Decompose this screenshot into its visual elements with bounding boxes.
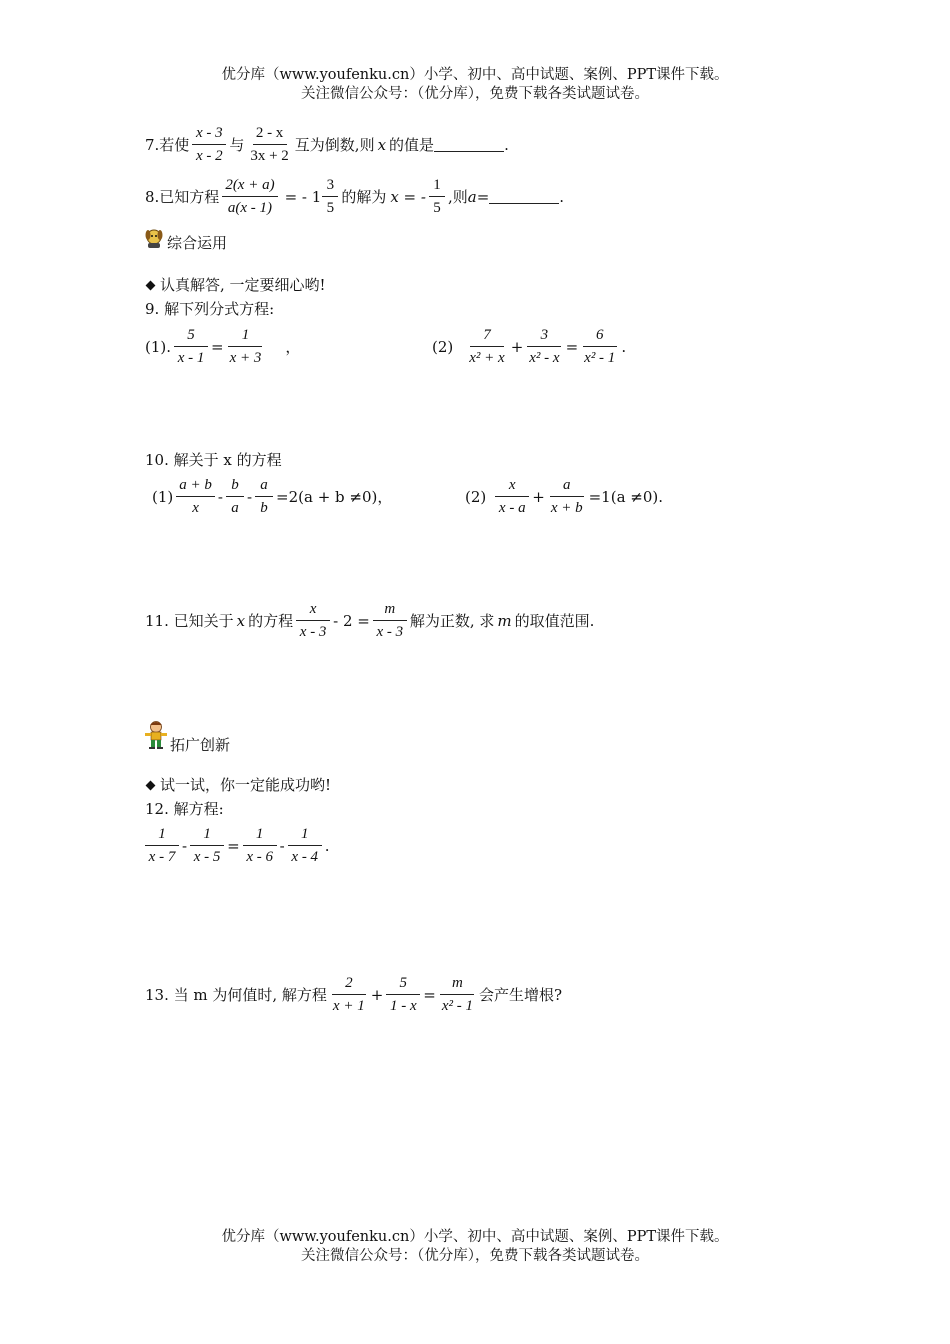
q12-a-numerator: 1 (145, 825, 179, 846)
q8-fraction (222, 176, 277, 217)
q10-p2-b-denominator: x + b (550, 500, 583, 516)
q8-solution-fraction (429, 176, 445, 217)
q10-p2-rhs: =1(a ≠0). (588, 487, 664, 506)
question-13 (145, 974, 562, 1015)
q12-fraction-a (145, 825, 179, 866)
q8-answer-blank[interactable] (489, 189, 559, 204)
q13-prefix: 13. 当 m 为何值时, 解方程 (145, 986, 327, 1004)
q8-mixed-fraction (322, 176, 338, 217)
q13-b-numerator: 5 (386, 974, 420, 995)
q9-p1-a-numerator: 5 (174, 326, 208, 347)
q12-c-numerator: 1 (243, 825, 277, 846)
question-10-part-2 (465, 476, 663, 517)
footer-line-1: 优分库（www.youfenku.cn）小学、初中、高中试题、案例、PPT课件下载。 (221, 1229, 729, 1245)
question-9-part-1 (145, 326, 300, 367)
q8-mixed-denominator: 5 (326, 200, 335, 216)
section-title-extension: 拓广创新 (170, 736, 231, 754)
page-header (0, 66, 950, 104)
q13-c-denominator: x² - 1 (441, 998, 474, 1014)
q9-p2-equals: = (565, 337, 579, 356)
q10-p2-fraction-b (548, 476, 586, 517)
footer-line-2: 关注微信公众号：（优分库），免费下载各类试题试卷。 (301, 1248, 649, 1264)
q10-p1-a-denominator: x (192, 500, 199, 516)
header-line-2: 关注微信公众号：（优分库），免费下载各类试题试卷。 (301, 86, 649, 102)
q13-fraction-a (330, 974, 368, 1015)
q10-p1-rhs: =2(a + b ≠0)， (276, 488, 393, 506)
q8-frac-numerator: 2(x + a) (222, 176, 277, 197)
q9-p1-equals: = (211, 337, 224, 356)
q8-end: . (559, 187, 565, 206)
q12-d-denominator: x - 4 (291, 849, 319, 865)
q13-suffix: 会产生增根? (479, 986, 563, 1004)
q7-answer-blank[interactable] (434, 137, 504, 152)
q10-p1-b-numerator: b (226, 476, 244, 497)
q11-suffix: 解为正数, 求 (409, 612, 495, 630)
q11-variable-m: m (497, 611, 512, 630)
q12-equals: = (227, 836, 240, 855)
q8-mixed-numerator: 3 (322, 176, 338, 197)
q10-p2-a-denominator: x - a (498, 500, 526, 516)
section-1-tip-text: 认真解答, 一定要细心哟! (160, 276, 326, 294)
q12-fraction-c (243, 825, 277, 866)
q7-variable: x (377, 135, 387, 154)
q7-prefix: 7.若使 (145, 136, 190, 154)
q10-p1-c-denominator: b (260, 500, 268, 516)
q9-p2-fraction-c (581, 326, 618, 367)
q9-p1-end: ， (285, 338, 301, 356)
q7-end: . (504, 135, 509, 154)
q11-fraction-a (296, 600, 330, 641)
q12-b-denominator: x - 5 (193, 849, 221, 865)
q10-p1-b-denominator: a (231, 500, 239, 516)
q11-prefix: 11. 已知关于 (145, 612, 234, 630)
q9-p1-b-numerator: 1 (228, 326, 262, 347)
q12-d-numerator: 1 (288, 825, 322, 846)
q10-p1-a-numerator: a + b (176, 476, 215, 497)
q9-p2-fraction-b (526, 326, 562, 367)
question-11 (145, 600, 594, 641)
question-9-part-2 (432, 326, 626, 367)
question-9-title: 9. 解下列分式方程: (145, 300, 275, 318)
q9-p2-plus: + (510, 337, 524, 356)
q11-a-numerator: x (296, 600, 330, 621)
q11-a-denominator: x - 3 (299, 624, 327, 640)
q10-p2-b-numerator: a (550, 476, 584, 497)
cartoon-dog-icon (143, 228, 165, 250)
q8-x-equals: x = - (390, 187, 426, 206)
q9-p2-b-denominator: x² - x (529, 350, 560, 366)
q10-p1-minus-2: - (246, 487, 253, 506)
q11-mid: 的方程 (248, 612, 294, 630)
q9-p2-a-denominator: x² + x (469, 350, 505, 366)
q9-p1-fraction-a (174, 326, 208, 367)
q10-p2-fraction-a (495, 476, 529, 517)
q9-p2-a-numerator: 7 (470, 326, 504, 347)
q13-equals: = (423, 985, 436, 1004)
q7-frac2-denominator: 3x + 2 (250, 148, 289, 164)
page-footer (0, 1228, 950, 1266)
q7-fraction-2 (247, 124, 291, 165)
q13-a-numerator: 2 (332, 974, 366, 995)
q12-a-denominator: x - 7 (148, 849, 176, 865)
q13-c-numerator: m (440, 974, 474, 995)
q8-mid: 的解为 (341, 188, 387, 206)
cartoon-boy-icon (143, 720, 169, 750)
q9-p1-a-denominator: x - 1 (177, 350, 205, 366)
diamond-bullet-icon (146, 280, 156, 290)
q11-b-denominator: x - 3 (376, 624, 404, 640)
q12-end: . (324, 836, 330, 855)
q9-p1-b-denominator: x + 3 (229, 350, 262, 366)
question-10-title: 10. 解关于 x 的方程 (145, 451, 282, 469)
q13-a-denominator: x + 1 (332, 998, 365, 1014)
q9-p2-b-numerator: 3 (527, 326, 561, 347)
q13-b-denominator: 1 - x (389, 998, 417, 1014)
q9-p1-fraction-b (227, 326, 265, 367)
q11-fraction-b (373, 600, 407, 641)
q8-variable: a= (467, 187, 490, 206)
section-1-tip (143, 275, 326, 295)
header-line-1: 优分库（www.youfenku.cn）小学、初中、高中试题、案例、PPT课件下载。 (221, 67, 729, 83)
q12-minus-1: - (182, 836, 188, 855)
section-title-comprehensive: 综合运用 (167, 234, 228, 252)
q10-p1-fraction-b (226, 476, 244, 517)
q9-p2-label: (2) (432, 337, 454, 356)
q10-p2-a-numerator: x (495, 476, 529, 497)
question-10-part-1 (152, 476, 392, 517)
q10-p1-minus-1: - (217, 487, 223, 506)
q7-mid: 与 (229, 136, 245, 154)
section-2-tip-text: 试一试，你一定能成功哟! (160, 776, 332, 794)
q8-equals: = - 1 (284, 187, 322, 206)
q11-variable: x (236, 611, 246, 630)
q7-suffix-2: 的值是 (389, 136, 435, 154)
q10-p1-fraction-c (255, 476, 273, 517)
q8-prefix: 8.已知方程 (145, 188, 220, 206)
q12-c-denominator: x - 6 (246, 849, 273, 865)
diamond-bullet-icon (146, 780, 156, 790)
q11-b-numerator: m (373, 600, 407, 621)
q11-minus-2: - 2 = (333, 611, 370, 630)
q7-suffix: 互为倒数,则 (294, 136, 375, 154)
q10-p1-fraction-a (176, 476, 215, 517)
q12-fraction-b (190, 825, 224, 866)
q8-sol-numerator: 1 (429, 176, 445, 197)
q10-p1-label: (1) (152, 487, 174, 506)
q7-frac1-denominator: x - 2 (195, 148, 223, 164)
q8-frac-denominator: a(x - 1) (227, 200, 273, 216)
q8-sol-denominator: 5 (433, 200, 441, 216)
q7-fraction-1 (192, 124, 226, 165)
question-7 (145, 124, 509, 165)
q9-p2-fraction-a (466, 326, 507, 367)
q13-fraction-c (439, 974, 476, 1015)
q7-frac1-numerator: x - 3 (192, 124, 226, 145)
q12-b-numerator: 1 (190, 825, 224, 846)
q12-fraction-d (288, 825, 322, 866)
q9-p2-end: . (621, 337, 627, 356)
q13-plus: + (370, 985, 384, 1004)
q13-fraction-b (386, 974, 420, 1015)
q9-p2-c-denominator: x² - 1 (584, 350, 616, 366)
q10-p1-c-numerator: a (255, 476, 273, 497)
q7-frac2-numerator: 2 - x (253, 124, 287, 145)
q9-p2-c-numerator: 6 (583, 326, 617, 347)
q8-suffix: ,则 (447, 188, 468, 206)
q11-end: 的取值范围. (514, 612, 595, 630)
question-12-equation (142, 825, 330, 866)
question-12-title: 12. 解方程: (145, 800, 224, 818)
question-8 (145, 176, 564, 217)
q12-minus-2: - (279, 836, 285, 855)
section-2-tip (143, 775, 331, 795)
q10-p2-plus: + (532, 487, 545, 506)
q10-p2-label: (2) (465, 487, 487, 506)
q9-p1-label: (1). (145, 337, 172, 356)
